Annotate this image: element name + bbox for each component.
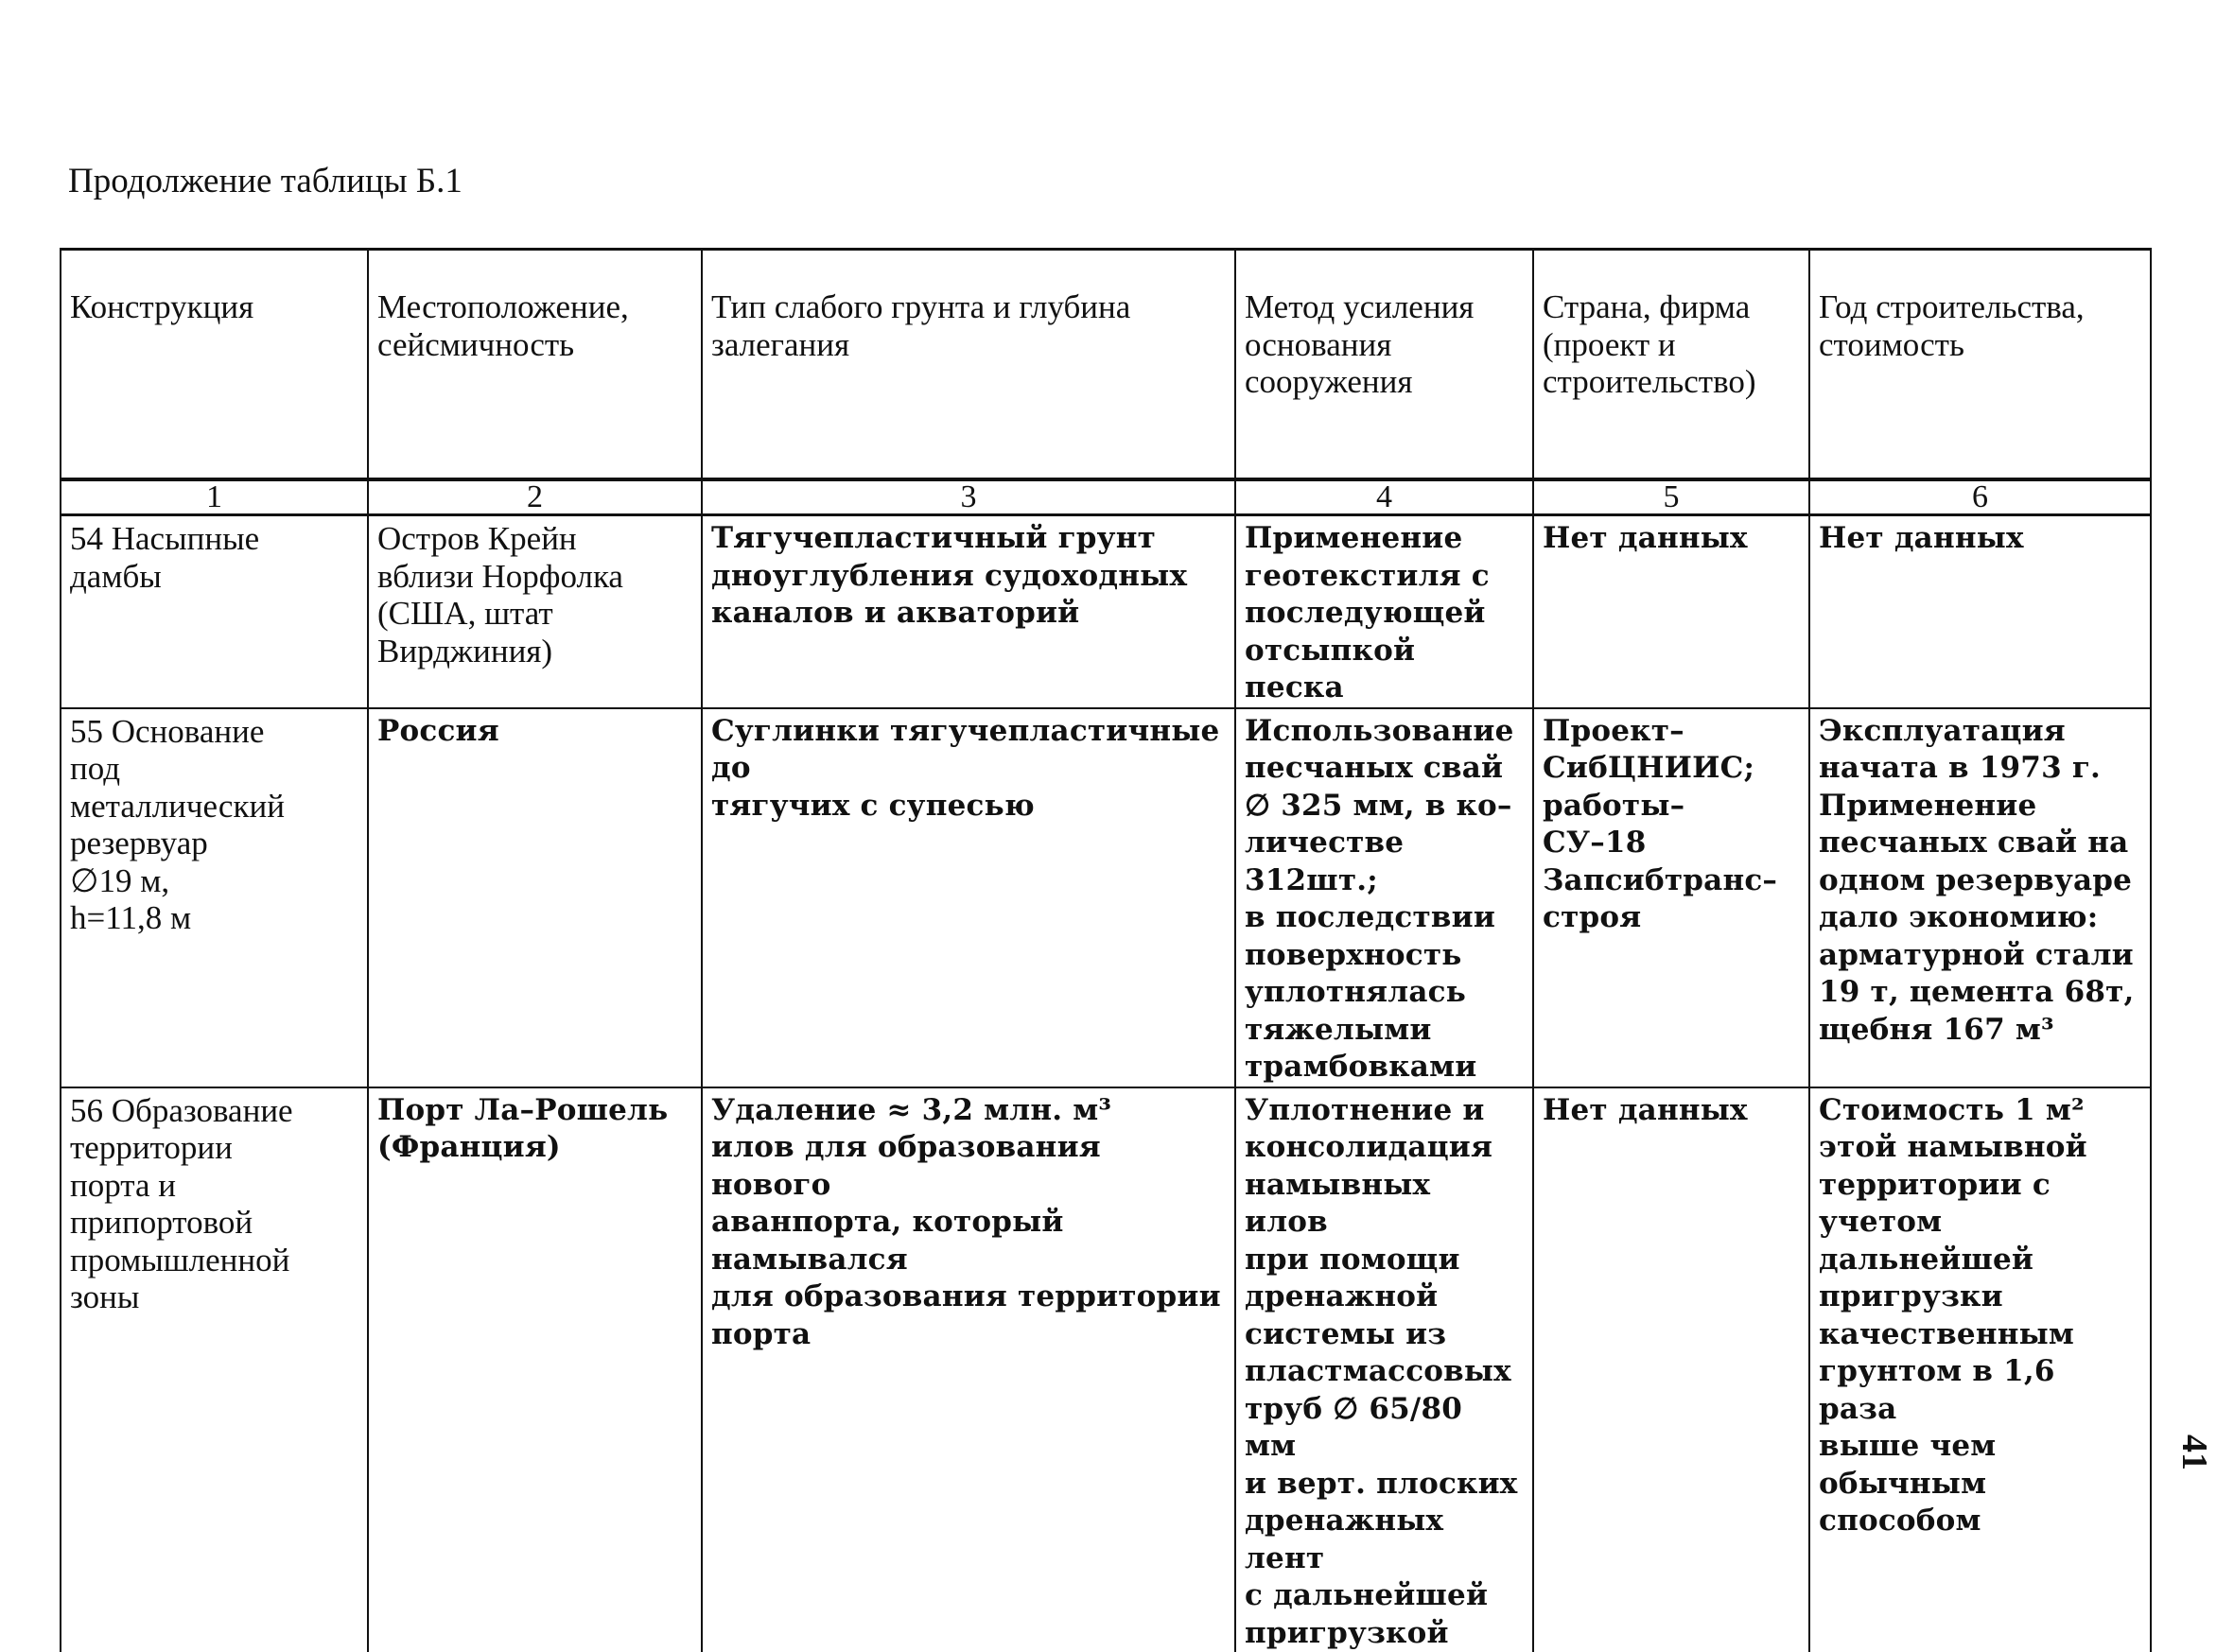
column-number: 6 bbox=[1809, 479, 2151, 515]
table-cell: Остров Крейн вблизи Норфолка (США, штат Вирджиния) bbox=[368, 515, 702, 708]
page-number: 41 bbox=[2166, 1424, 2223, 1481]
table-cell: 54 Насыпные дамбы bbox=[61, 515, 368, 708]
table-cell: Стоимость 1 м² этой намывной территории с учетом дальнейшей пригрузки качественным грунтом в 1,6 раза выше чем обычным способом bbox=[1809, 1087, 2151, 1652]
table-cell: Применение геотекстиля с последующей отсыпкой песка bbox=[1235, 515, 1533, 708]
table-cell: Нет данных bbox=[1809, 515, 2151, 708]
header-cell-soil-type: Тип слабого грунта и глубина залегания bbox=[702, 250, 1235, 480]
table-cell: Нет данных bbox=[1533, 515, 1809, 708]
table-row bbox=[61, 515, 2151, 708]
column-number: 4 bbox=[1235, 479, 1533, 515]
table-cell: Уплотнение и консолидация намывных илов при помощи дренажной системы из пластмассовых труб ∅ 65/80 мм и верт. плоских дренажных лент с дальнейшей пригрузкой bbox=[1235, 1087, 1533, 1652]
header-row bbox=[61, 250, 2151, 480]
header-cell-location: Местоположение, сейсмичность bbox=[368, 250, 702, 480]
header-cell-year-cost: Год строительства, стоимость bbox=[1809, 250, 2151, 480]
table-cell: 55 Основание под металлический резервуар ∅19 м, h=11,8 м bbox=[61, 708, 368, 1087]
column-number: 2 bbox=[368, 479, 702, 515]
table-cell: Россия bbox=[368, 708, 702, 1087]
table-row bbox=[61, 1087, 2151, 1652]
table-cell: Порт Ла–Рошель (Франция) bbox=[368, 1087, 702, 1652]
header-cell-country: Страна, фирма (проект и строительство) bbox=[1533, 250, 1809, 480]
table-cell: Нет данных bbox=[1533, 1087, 1809, 1652]
table-cell: Использование песчаных свай ∅ 325 мм, в ко– личестве 312шт.; в последствии поверхность уплотнялась тяжелыми трамбовками bbox=[1235, 708, 1533, 1087]
header-cell-construction: Конструкция bbox=[61, 250, 368, 480]
header-cell-method: Метод усиления основания сооружения bbox=[1235, 250, 1533, 480]
column-number: 3 bbox=[702, 479, 1235, 515]
column-number: 5 bbox=[1533, 479, 1809, 515]
table-cell: 56 Образование территории порта и припортовой промышленной зоны bbox=[61, 1087, 368, 1652]
table-cell: Проект– СибЦНИИС; работы– СУ–18 Запсибтранс– строя bbox=[1533, 708, 1809, 1087]
data-table bbox=[60, 248, 2152, 1652]
column-number-row bbox=[61, 479, 2151, 515]
table-cell: Эксплуатация начата в 1973 г. Применение песчаных свай на одном резервуаре дало экономию: арматурной стали 19 т, цемента 68т, щебня 167 м³ bbox=[1809, 708, 2151, 1087]
column-number: 1 bbox=[61, 479, 368, 515]
table-row bbox=[61, 708, 2151, 1087]
table-cell: Суглинки тягучепластичные до тягучих с супесью bbox=[702, 708, 1235, 1087]
table-cell: Удаление ≈ 3,2 млн. м³ илов для образования нового аванпорта, который намывался для образования территории порта bbox=[702, 1087, 1235, 1652]
table-caption: Продолжение таблицы Б.1 bbox=[68, 161, 463, 202]
table-cell: Тягучепластичный грунт дноуглубления судоходных каналов и акваторий bbox=[702, 515, 1235, 708]
